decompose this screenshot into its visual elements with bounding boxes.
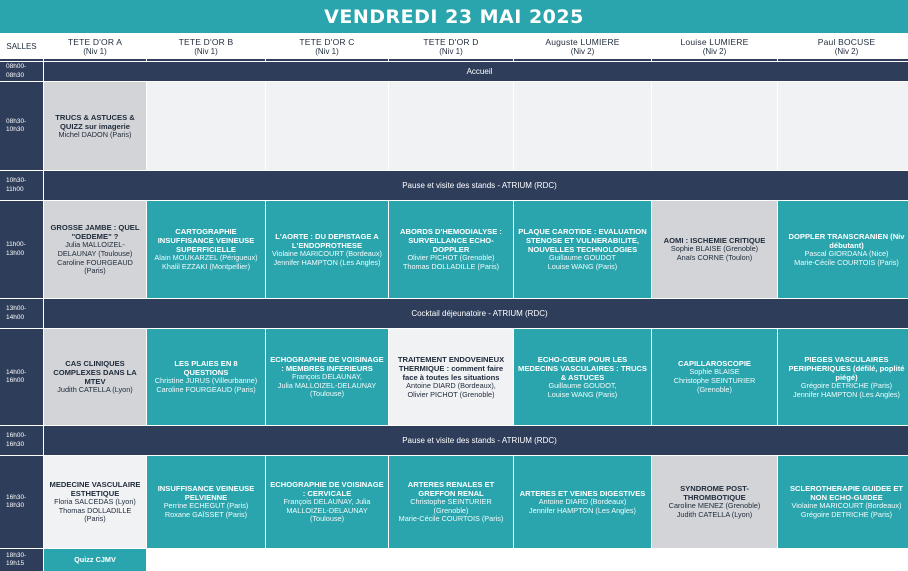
session-speaker: Grégoire DETRICHE (Paris): [800, 380, 893, 390]
session-card[interactable]: [266, 201, 388, 298]
session-speaker: Caroline FOURGEAUD (Paris): [156, 385, 256, 395]
band-pause-afternoon: Pause et visite des stands - ATRIUM (RDC): [44, 426, 908, 455]
salles-header: [0, 35, 43, 61]
room-name: TETE D'OR D: [423, 36, 479, 47]
room-level: (Niv 2): [702, 47, 727, 57]
time-slot-1300: 13h00- 14h00: [0, 299, 43, 328]
session-title: CARTOGRAPHIE INSUFFISANCE VEINEUSE SUPERFICIELLE: [157, 227, 255, 255]
session-title: PIEGES VASCULAIRES PERIPHERIQUES (défilé, poplité piégé): [788, 354, 905, 382]
empty-slot: [652, 82, 777, 170]
session-speaker: Pascal GIORDANA (Nice): [804, 248, 889, 258]
session-card[interactable]: [266, 329, 388, 425]
band-cocktail: Cocktail déjeunatoire - ATRIUM (RDC): [44, 299, 908, 328]
session-speaker: Floria SALCEDAS (Lyon): [54, 496, 136, 506]
session-speaker: Antoine DIARD (Bordeaux),: [406, 380, 496, 390]
session-card[interactable]: [514, 201, 651, 298]
time-slot-1100: 11h00- 13h00: [0, 201, 43, 298]
session-speaker: Thomas DOLLADILLE (Paris): [402, 262, 500, 272]
room-name: TETE D'OR A: [67, 36, 123, 47]
session-title: MEDECINE VASCULAIRE ESTHETIQUE: [49, 479, 141, 498]
session-title: SCLEROTHERAPIE GUIDEE ET NON ECHO-GUIDEE: [789, 484, 904, 503]
empty-slot: [778, 82, 908, 170]
session-card[interactable]: [266, 456, 388, 548]
session-speaker: Jennifer HAMPTON (Les Angles): [529, 505, 636, 515]
session-speaker: Julia MALLOIZEL-DELAUNAY (Toulouse): [57, 240, 133, 258]
session-card-quizz[interactable]: [44, 549, 146, 571]
session-speaker: Marie-Cécile COURTOIS (Paris): [794, 257, 899, 267]
session-title: ECHOGRAPHIE DE VOISINAGE : MEMBRES INFERIEURS: [270, 354, 384, 373]
session-speaker: François DELAUNAY, Julia MALLOIZEL-DELAUNAY (Toulouse): [283, 496, 371, 524]
session-card[interactable]: [44, 456, 146, 548]
time-slot-1030: 10h30- 11h00: [0, 171, 43, 200]
session-card[interactable]: [514, 329, 651, 425]
session-card[interactable]: [389, 456, 513, 548]
session-speaker: Olivier PICHOT (Grenoble): [407, 253, 495, 263]
session-title: AOMI : ISCHEMIE CRITIQUE: [663, 236, 766, 246]
time-slot-0800: 08h00- 08h30: [0, 62, 43, 81]
session-speaker: Jennifer HAMPTON (Les Angles): [273, 257, 381, 267]
session-title: TRUCS & ASTUCES & QUIZZ sur imagerie: [55, 112, 135, 131]
session-title: INSUFFISANCE VEINEUSE PELVIENNE: [157, 484, 255, 503]
session-card[interactable]: [147, 201, 265, 298]
session-title: ECHOGRAPHIE DE VOISINAGE : CERVICALE: [270, 479, 384, 498]
time-slot-1400: 14h00- 16h00: [0, 329, 43, 425]
session-card[interactable]: [514, 456, 651, 548]
room-name: TETE D'OR B: [178, 36, 234, 47]
time-slot-0830: 08h30- 10h30: [0, 82, 43, 170]
room-name: Paul BOCUSE: [817, 36, 876, 47]
session-speaker: Violaine MARICOURT (Bordeaux): [791, 501, 902, 511]
empty-slot: [389, 82, 513, 170]
room-level: (Niv 1): [439, 47, 463, 57]
room-level: (Niv 2): [834, 47, 859, 57]
room-header-tete-dor-d: [389, 35, 513, 61]
session-title: L'AORTE : DU DEPISTAGE A L'ENDOPROTHESE: [275, 231, 379, 250]
session-title: ARTERES RENALES ET GREFFON RENAL: [407, 479, 495, 498]
session-title: CAPILLAROSCOPIE: [678, 359, 751, 369]
room-header-auguste-lumiere: [514, 35, 651, 61]
session-title: Quizz CJMV: [74, 554, 116, 564]
page-title: VENDREDI 23 MAI 2025: [324, 5, 584, 28]
band-accueil: Accueil: [44, 62, 908, 81]
time-slot-1600: 16h00- 16h30: [0, 426, 43, 455]
session-speaker: Thomas DOLLADILLE (Paris): [58, 505, 132, 524]
page-title-bar: [0, 0, 908, 33]
session-speaker: Christophe SEINTURIER (Grenoble): [673, 376, 756, 394]
session-speaker: Christophe SEINTURIER (Grenoble): [410, 496, 492, 515]
room-level: (Niv 1): [194, 47, 218, 57]
time-slot-1630: 16h30- 18h30: [0, 456, 43, 548]
session-card[interactable]: [652, 329, 777, 425]
empty-slot: [147, 82, 265, 170]
session-title: DOPPLER TRANSCRANIEN (Niv débutant): [788, 231, 905, 250]
session-speaker: Guillaume GOUDOT: [549, 253, 616, 263]
room-header-paul-bocuse: [778, 35, 908, 61]
session-speaker: Perrine ECHEGUT (Paris): [163, 501, 249, 511]
session-title: LES PLAIES EN 8 QUESTIONS: [174, 359, 238, 378]
session-speaker: Roxane GAÏSSET (Paris): [164, 510, 248, 520]
session-title: SYNDROME POST-THROMBOTIQUE: [680, 484, 749, 503]
room-level: (Niv 1): [315, 47, 339, 57]
session-title: ARTERES ET VEINES DIGESTIVES: [519, 488, 646, 498]
session-speaker: Jennifer HAMPTON (Les Angles): [793, 389, 900, 399]
room-header-louise-lumiere: [652, 35, 777, 61]
session-speaker: Christine JURUS (Villeurbanne): [154, 376, 258, 386]
room-name: TETE D'OR C: [299, 36, 355, 47]
session-card[interactable]: [44, 82, 146, 170]
session-speaker: Caroline MENEZ (Grenoble): [668, 501, 761, 511]
session-card[interactable]: [778, 329, 908, 425]
session-card[interactable]: [44, 329, 146, 425]
empty-slot: [266, 82, 388, 170]
session-card[interactable]: [778, 456, 908, 548]
room-header-tete-dor-b: [147, 35, 265, 61]
room-level: (Niv 2): [570, 47, 595, 57]
session-speaker: Olivier PICHOT (Grenoble): [407, 389, 495, 399]
room-header-tete-dor-c: [266, 35, 388, 61]
session-title: ECHO-CŒUR POUR LES MEDECINS VASCULAIRES : TRUCS & ASTUCES: [518, 354, 647, 382]
session-speaker: Guillaume GOUDOT,: [548, 380, 617, 390]
session-speaker: Judith CATELLA (Lyon): [57, 385, 133, 395]
session-title: ABORDS D'HEMODIALYSE : SURVEILLANCE ECHO-DOPPLER: [400, 227, 502, 255]
salles-label: SALLES: [6, 42, 37, 52]
session-speaker: Louise WANG (Paris): [547, 389, 618, 399]
session-card[interactable]: [147, 456, 265, 548]
empty-slot: [514, 82, 651, 170]
session-title: TRAITEMENT ENDOVEINEUX THERMIQUE : comment faire face à toutes les situations: [397, 354, 505, 382]
session-speaker: Judith CATELLA (Lyon): [676, 510, 753, 520]
session-card[interactable]: [778, 201, 908, 298]
session-speaker: Sophie BLAISE: [689, 367, 740, 377]
band-pause-morning: Pause et visite des stands - ATRIUM (RDC): [44, 171, 908, 200]
session-speaker: Violaine MARICOURT (Bordeaux): [272, 248, 382, 258]
session-title: CAS CLINIQUES COMPLEXES DANS LA MTEV: [53, 358, 137, 387]
room-name: Louise LUMIERE: [680, 36, 749, 47]
session-speaker: Grégoire DETRICHE (Paris): [800, 510, 893, 520]
session-speaker: Sophie BLAISE (Grenoble): [670, 244, 759, 254]
room-header-tete-dor-a: [44, 35, 146, 61]
session-speaker: Antoine DIARD (Bordeaux): [538, 496, 627, 506]
session-speaker: François DELAUNAY,: [292, 371, 362, 381]
session-card[interactable]: [652, 201, 777, 298]
session-speaker: Michel DADON (Paris): [58, 129, 132, 139]
session-card[interactable]: [652, 456, 777, 548]
schedule-grid: [0, 35, 908, 571]
session-speaker: Anaïs CORNE (Toulon): [676, 253, 753, 263]
session-speaker: Caroline FOURGEAUD (Paris): [57, 257, 133, 276]
session-speaker: Marie-Cécile COURTOIS (Paris): [398, 514, 504, 524]
time-slot-1830: 18h30- 19h15: [0, 549, 43, 571]
session-speaker: Khalil EZZAKI (Montpellier): [162, 262, 250, 272]
session-card[interactable]: [389, 201, 513, 298]
session-speaker: Alain MOUKARZEL (Périgueux): [154, 253, 258, 263]
session-speaker: Louise WANG (Paris): [547, 262, 618, 272]
room-level: (Niv 1): [83, 47, 107, 57]
session-card[interactable]: [44, 201, 146, 298]
session-card[interactable]: [389, 329, 513, 425]
session-card[interactable]: [147, 329, 265, 425]
room-name: Auguste LUMIERE: [545, 36, 620, 47]
session-title: GROSSE JAMBE : QUEL "OEDEME" ?: [50, 222, 140, 241]
session-title: PLAQUE CAROTIDE : EVALUATION STENOSE ET VULNERABILITE, NOUVELLES TECHNOLOGIES: [518, 227, 647, 255]
session-speaker: Julia MALLOIZEL-DELAUNAY (Toulouse): [277, 380, 377, 399]
